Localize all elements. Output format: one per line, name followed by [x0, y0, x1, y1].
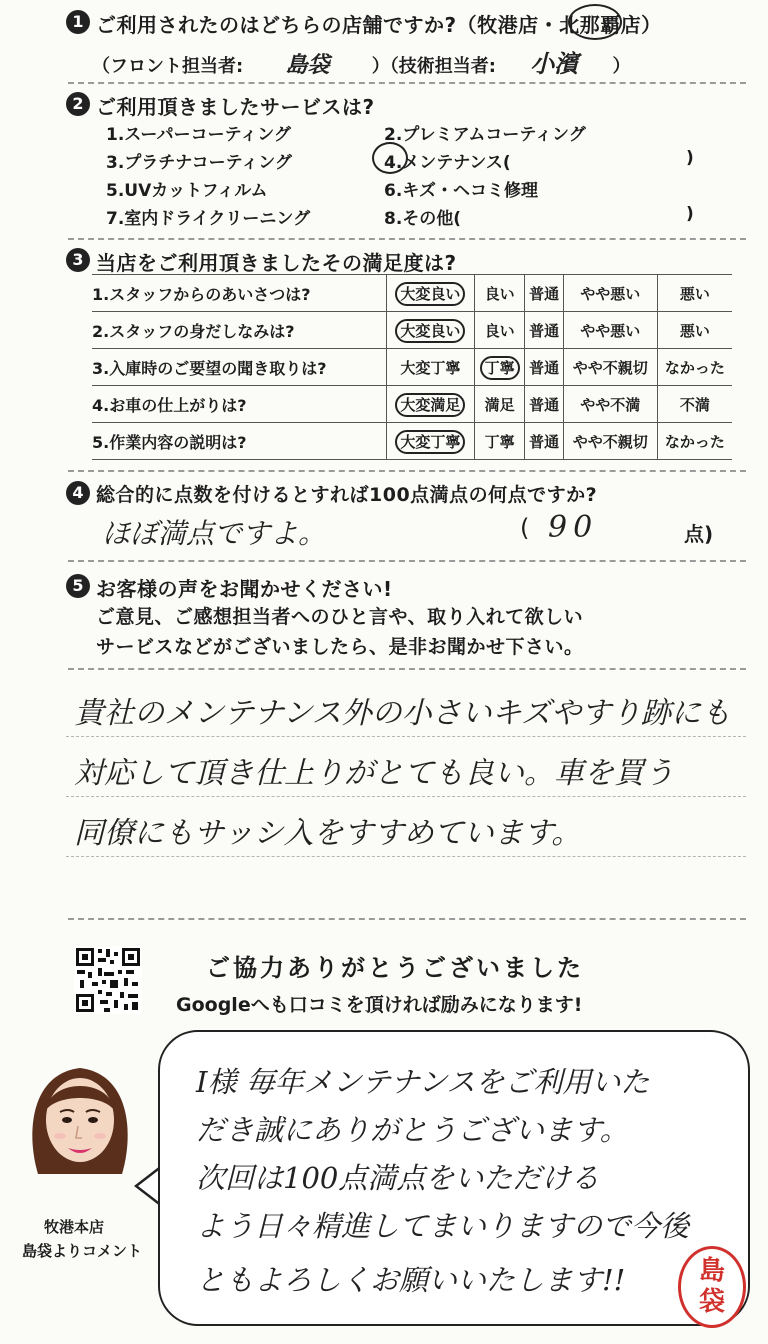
reply-line: よう日々精進してまいりますので今後	[196, 1209, 690, 1243]
ruled-line	[66, 736, 746, 737]
score-value: 90	[548, 510, 599, 545]
rating-option: やや悪い	[563, 312, 657, 349]
rating-option: 丁寧	[474, 423, 525, 460]
rating-option: やや不満	[563, 386, 657, 423]
satisfaction-question: 1.スタッフからのあいさつは?	[92, 284, 311, 304]
divider	[68, 238, 746, 240]
ruled-line	[66, 796, 746, 797]
satisfaction-table	[92, 274, 732, 460]
rating-option-selected	[387, 386, 475, 423]
rating-option: なかった	[657, 349, 732, 386]
rating-option: なかった	[657, 423, 732, 460]
thanks-message: ご協力ありがとうございました	[206, 954, 584, 982]
satisfaction-question: 2.スタッフの身だしなみは?	[92, 321, 295, 341]
divider	[68, 560, 746, 562]
seal-char: 袋	[698, 1287, 725, 1317]
service-option: 5.UVカットフィルム	[106, 181, 268, 201]
staff-line	[92, 44, 631, 79]
tech-staff-name: 小濱	[530, 49, 579, 78]
question-4-text: 総合的に点数を付けるとすれば100点満点の何点ですか?	[96, 484, 598, 506]
divider	[68, 668, 746, 670]
rating-selected-circle: 丁寧	[480, 356, 520, 380]
divider	[68, 470, 746, 472]
rating-option: 普通	[525, 312, 563, 349]
staff-store-name: 牧港本店	[44, 1218, 105, 1236]
question-2-number: 2	[66, 92, 90, 116]
satisfaction-question: 5.作業内容の説明は?	[92, 432, 247, 452]
rating-option: 普通	[525, 349, 563, 386]
score-comment: ほぼ満点ですよ。	[102, 517, 327, 550]
rating-option: 満足	[474, 386, 525, 423]
service-option: 1.スーパーコーティング	[106, 125, 291, 145]
rating-option: 普通	[525, 423, 563, 460]
rating-option: 悪い	[657, 312, 732, 349]
divider	[68, 918, 746, 920]
customer-comment-line: 貴社のメンテナンス外の小さいキズやすり跡にも	[74, 696, 731, 731]
service-option: 2.プレミアムコーティング	[384, 125, 586, 145]
customer-comment-line: 同僚にもサッシ入をすすめています。	[74, 816, 582, 851]
rating-option-selected	[387, 423, 475, 460]
front-staff-name: 島袋	[285, 52, 330, 78]
customer-comment-line: 対応して頂き仕上りがとても良い。車を買う	[74, 756, 674, 791]
question-3-number: 3	[66, 248, 90, 272]
reply-line: だき誠にありがとうございます。	[196, 1113, 629, 1147]
qr-code-icon	[74, 946, 142, 1014]
seal-char: 島	[698, 1256, 725, 1286]
google-review-request: Googleへも口コミを頂ければ励みになります!	[176, 994, 583, 1016]
table-row	[92, 423, 732, 460]
satisfaction-question: 4.お車の仕上がりは?	[92, 395, 247, 415]
table-row	[92, 386, 732, 423]
table-row	[92, 312, 732, 349]
ruled-line	[66, 856, 746, 857]
rating-option: やや不親切	[563, 423, 657, 460]
rating-option: 不満	[657, 386, 732, 423]
rating-selected-circle: 大変満足	[395, 393, 465, 417]
qr-code[interactable]	[74, 946, 142, 1014]
rating-selected-circle: 大変良い	[395, 282, 465, 306]
score-paren-open: (	[520, 514, 530, 542]
rating-option: 良い	[474, 275, 525, 312]
rating-option: やや不親切	[563, 349, 657, 386]
name-seal-stamp	[678, 1246, 746, 1328]
rating-selected-circle: 大変良い	[395, 319, 465, 343]
rating-option-selected	[387, 275, 475, 312]
service-option-selected: 4.メンテナンス(	[384, 153, 511, 173]
table-row	[92, 349, 732, 386]
staff-line-close: ）	[612, 56, 631, 77]
question-3-text: 当店をご利用頂きましたその満足度は?	[96, 251, 457, 275]
question-1-number: 1	[66, 10, 90, 34]
reply-line: I様 毎年メンテナンスをご利用いた	[196, 1065, 650, 1099]
service-option: 8.その他(	[384, 209, 462, 229]
rating-option: 良い	[474, 312, 525, 349]
tech-staff-label: ）（技術担当者:	[371, 56, 496, 77]
rating-option: 大変丁寧	[387, 349, 475, 386]
rating-selected-circle: 大変丁寧	[395, 430, 465, 454]
selected-service-circle	[372, 142, 408, 174]
rating-option: 悪い	[657, 275, 732, 312]
question-5-subtext: ご意見、ご感想担当者へのひと言や、取り入れて欲しい	[96, 606, 584, 628]
question-5-subtext: サービスなどがございましたら、是非お聞かせ下さい。	[96, 636, 584, 658]
staff-comment-label: 島袋よりコメント	[22, 1242, 143, 1260]
service-option: 3.プラチナコーティング	[106, 153, 292, 173]
divider	[68, 82, 746, 84]
staff-portrait-icon	[16, 1054, 144, 1182]
question-5-text: お客様の声をお聞かせください!	[96, 577, 393, 601]
rating-option: 普通	[525, 275, 563, 312]
question-4-number: 4	[66, 481, 90, 505]
satisfaction-question: 3.入庫時のご要望の聞き取りは?	[92, 358, 327, 378]
rating-option: 普通	[525, 386, 563, 423]
question-1-text: ご利用されたのはどちらの店舗ですか?（牧港店・北那覇店）	[96, 13, 662, 37]
service-paren-close: )	[686, 204, 694, 224]
service-option: 7.室内ドライクリーニング	[106, 209, 311, 229]
rating-option-selected	[387, 312, 475, 349]
question-2-text: ご利用頂きましたサービスは?	[96, 95, 375, 119]
service-paren-close: )	[686, 148, 694, 168]
question-5-number: 5	[66, 574, 90, 598]
rating-option-selected	[474, 349, 525, 386]
shop-circle-mark	[568, 4, 622, 40]
reply-line: 次回は100点満点をいただける	[196, 1161, 600, 1195]
table-row	[92, 275, 732, 312]
staff-avatar	[16, 1054, 144, 1182]
front-staff-label: （フロント担当者:	[92, 56, 244, 77]
reply-line: ともよろしくお願いいたします!!	[196, 1263, 626, 1297]
service-option: 6.キズ・ヘコミ修理	[384, 181, 538, 201]
rating-option: やや悪い	[563, 275, 657, 312]
score-unit: 点)	[684, 522, 714, 546]
